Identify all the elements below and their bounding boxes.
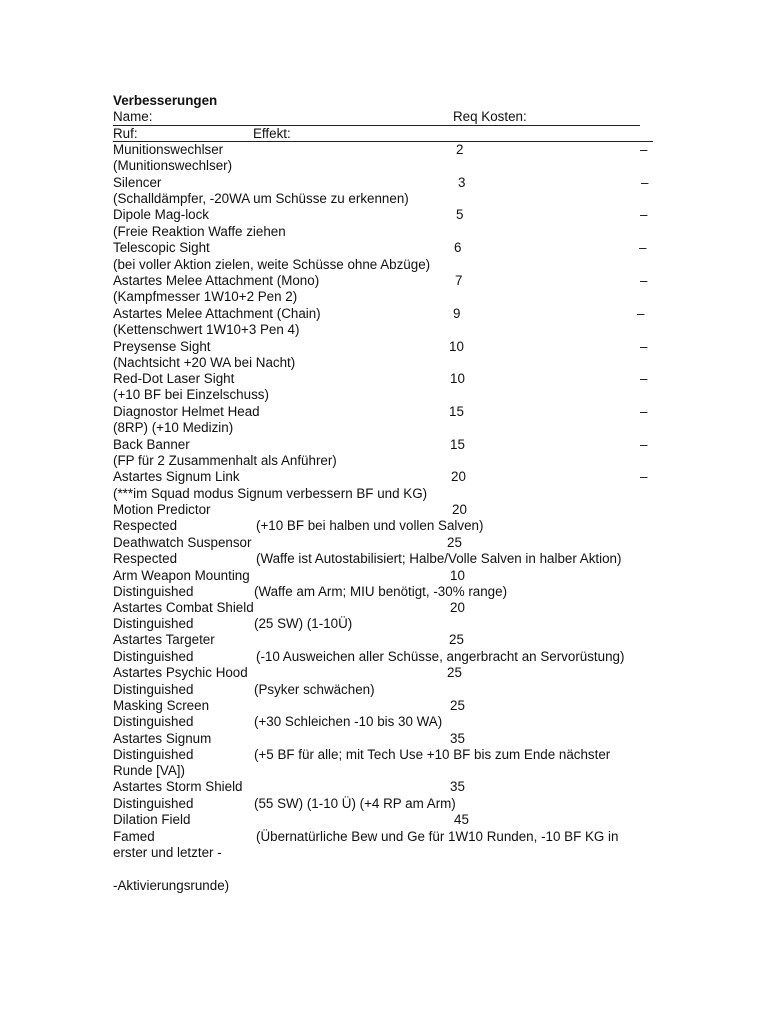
item-effect: (Freie Reaktion Waffe ziehen xyxy=(113,224,286,239)
header-req-kosten: Req Kosten: xyxy=(453,109,527,124)
item-ruf: – xyxy=(639,240,647,255)
item-ruf: – xyxy=(640,207,648,222)
item-ruf: – xyxy=(640,437,648,452)
item-ruf: – xyxy=(640,469,648,484)
item-effect: (Waffe am Arm; MIU benötigt, -30% range) xyxy=(254,584,508,599)
item-cost: 25 xyxy=(447,665,462,680)
item-name: Astartes Targeter xyxy=(113,632,215,647)
item-cost: 10 xyxy=(450,371,465,386)
item-name: Silencer xyxy=(113,175,162,190)
item-cost: 9 xyxy=(453,306,461,321)
page-title: Verbesserungen xyxy=(113,93,218,108)
item-ruf: – xyxy=(641,175,649,190)
item-effect: (Nachtsicht +20 WA bei Nacht) xyxy=(113,355,296,370)
item-name: Masking Screen xyxy=(113,698,210,713)
item-effect: (Waffe ist Autostabilisiert; Halbe/Volle Salven in halber Aktion) xyxy=(256,551,622,566)
item-name: Astartes Signum Link xyxy=(113,469,240,484)
item-name: Astartes Melee Attachment (Chain) xyxy=(113,306,321,321)
item-effect: (Psyker schwächen) xyxy=(254,682,375,697)
item-cost: 20 xyxy=(451,469,466,484)
item-name: Dilation Field xyxy=(113,812,191,827)
item-effect: (***im Squad modus Signum verbessern BF und KG) xyxy=(113,486,428,501)
item-ruf: Respected xyxy=(113,518,178,533)
item-name: Astartes Melee Attachment (Mono) xyxy=(113,273,320,288)
item-effect: (-10 Ausweichen aller Schüsse, angerbracht an Servorüstung) xyxy=(256,649,625,664)
item-ruf: Distinguished xyxy=(113,616,194,631)
item-effect: (Kampfmesser 1W10+2 Pen 2) xyxy=(113,289,298,304)
item-effect: (+10 BF bei halben und vollen Salven) xyxy=(256,518,484,533)
item-ruf: – xyxy=(640,371,648,386)
item-effect: (FP für 2 Zusammenhalt als Anführer) xyxy=(113,453,337,468)
item-name: Dipole Mag-lock xyxy=(113,207,210,222)
item-effect: (8RP) (+10 Medizin) xyxy=(113,420,234,435)
item-ruf: Distinguished xyxy=(113,649,194,664)
item-name: Astartes Combat Shield xyxy=(113,600,254,615)
item-ruf: Distinguished xyxy=(113,682,194,697)
item-name: Motion Predictor xyxy=(113,502,211,517)
header-effekt: Effekt: xyxy=(253,126,291,141)
item-cost: 15 xyxy=(449,404,464,419)
item-cost: 2 xyxy=(456,142,464,157)
header-rule-1 xyxy=(113,125,640,126)
item-ruf: – xyxy=(640,404,648,419)
item-effect-continued: erster und letzter - xyxy=(113,845,222,860)
item-ruf: Distinguished xyxy=(113,584,194,599)
item-ruf: Distinguished xyxy=(113,714,194,729)
item-effect: (Übernatürliche Bew und Ge für 1W10 Runden, -10 BF KG in xyxy=(256,829,619,844)
item-ruf: Famed xyxy=(113,829,155,844)
item-cost: 25 xyxy=(450,698,465,713)
item-cost: 3 xyxy=(458,175,466,190)
item-name: Astartes Storm Shield xyxy=(113,779,243,794)
item-effect: (Kettenschwert 1W10+3 Pen 4) xyxy=(113,322,300,337)
item-effect: (Munitionswechlser) xyxy=(113,158,233,173)
item-ruf: Distinguished xyxy=(113,747,194,762)
item-ruf: Distinguished xyxy=(113,796,194,811)
header-ruf: Ruf: xyxy=(113,126,138,141)
item-cost: 10 xyxy=(450,568,465,583)
item-effect: (Schalldämpfer, -20WA um Schüsse zu erkennen) xyxy=(113,191,409,206)
item-name: Back Banner xyxy=(113,437,190,452)
item-cost: 25 xyxy=(449,632,464,647)
item-ruf: – xyxy=(640,142,648,157)
item-name: Preysense Sight xyxy=(113,339,211,354)
item-effect: (25 SW) (1-10Ü) xyxy=(254,616,353,631)
item-effect: (+5 BF für alle; mit Tech Use +10 BF bis zum Ende nächster xyxy=(254,747,611,762)
item-name: Arm Weapon Mounting xyxy=(113,568,250,583)
item-cost: 15 xyxy=(450,437,465,452)
item-cost: 45 xyxy=(454,812,469,827)
item-name: Deathwatch Suspensor xyxy=(113,535,252,550)
item-cost: 7 xyxy=(455,273,463,288)
item-cost: 5 xyxy=(456,207,464,222)
item-name: Telescopic Sight xyxy=(113,240,210,255)
item-ruf: – xyxy=(637,306,645,321)
item-cost: 35 xyxy=(450,779,465,794)
item-ruf: Respected xyxy=(113,551,178,566)
item-cost: 20 xyxy=(450,600,465,615)
item-name: Diagnostor Helmet Head xyxy=(113,404,260,419)
item-cost: 20 xyxy=(452,502,467,517)
item-ruf: – xyxy=(640,339,648,354)
item-name: Red-Dot Laser Sight xyxy=(113,371,235,386)
item-effect: (+30 Schleichen -10 bis 30 WA) xyxy=(254,714,443,729)
item-effect-continued: -Aktivierungsrunde) xyxy=(113,878,230,893)
item-effect: (55 SW) (1-10 Ü) (+4 RP am Arm) xyxy=(254,796,456,811)
item-ruf: – xyxy=(640,273,648,288)
item-name: Astartes Psychic Hood xyxy=(113,665,248,680)
item-cost: 6 xyxy=(454,240,462,255)
item-effect: (bei voller Aktion zielen, weite Schüsse ohne Abzüge) xyxy=(113,257,431,272)
header-name: Name: xyxy=(113,109,153,124)
item-effect: (+10 BF bei Einzelschuss) xyxy=(113,387,269,402)
item-name: Munitionswechlser xyxy=(113,142,224,157)
item-cost: 25 xyxy=(447,535,462,550)
item-cost: 35 xyxy=(450,731,465,746)
item-name: Astartes Signum xyxy=(113,731,212,746)
item-cost: 10 xyxy=(449,339,464,354)
item-effect-continued: Runde [VA]) xyxy=(113,763,185,778)
